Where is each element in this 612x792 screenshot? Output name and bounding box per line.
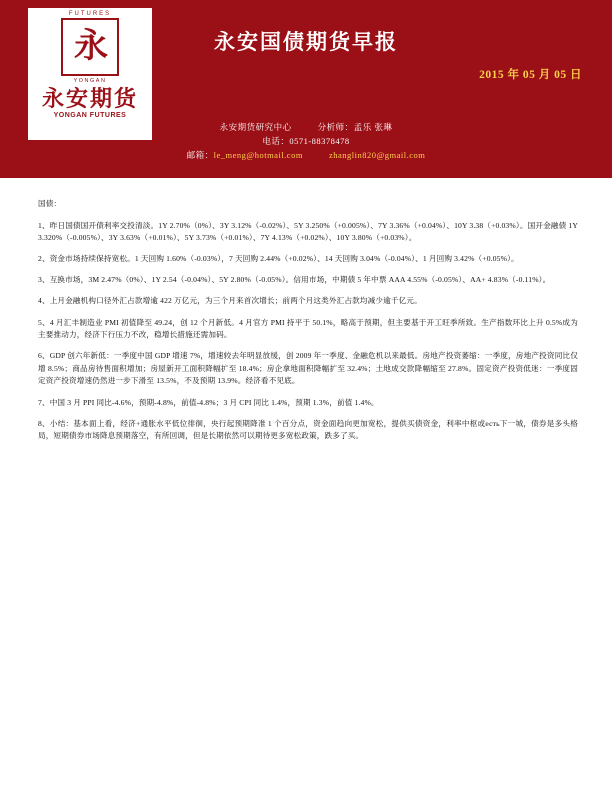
email-value-2[interactable]: zhanglin820@gmail.com: [328, 150, 426, 160]
page-title: 永安国债期货早报: [214, 30, 398, 54]
body-paragraph: 5、4 月汇丰制造业 PMI 初值降至 49.24，创 12 个月新低。4 月官方 PMI 持平于 50.1%，略高于预期，但主要基于开工旺季所致。生产指数环比上升 0.5%成为主要推动力，经济下行压力不改，稳增长措施还需加码。: [38, 317, 578, 340]
logo-futures-text: FUTURES: [68, 11, 112, 17]
logo-company-name-en: YONGAN FUTURES: [53, 112, 127, 119]
report-body: [38, 198, 578, 451]
body-paragraph: 1、昨日国债国开债利率交投清淡。1Y 2.70%（0%）、3Y 3.12%（-0.02%）、5Y 3.250%（+0.005%）、7Y 3.36%（+0.04%）、10Y 3.38（+0.03%）。国开金融债 1Y 3.320%（-0.005%）、3Y 3.63%（+0.01%）、5Y 3.73%（+0.01%）、7Y 4.13%（+0.02%）、10Y 3.80%（+0.03%）。: [38, 220, 578, 243]
logo-company-name-cn: 永安期货: [41, 86, 138, 111]
header-contact-row-email: [0, 148, 612, 162]
research-center-label: 永安期货研究中心: [219, 122, 292, 132]
header-contact-row-phone: [0, 134, 612, 148]
body-paragraph: 3、互换市场，3M 2.47%（0%）、1Y 2.54（-0.04%）、5Y 2.80%（-0.05%）。信用市场，中期债 5 年中票 AAA 4.55%（-0.05%）、AA+ 4.83%（-0.11%）。: [38, 275, 551, 285]
email-label: 邮箱：: [186, 150, 214, 160]
header-banner: [0, 0, 612, 178]
body-paragraph: 6、GDP 创六年新低：一季度中国 GDP 增速 7%，增速较去年明显放缓，创 2009 年一季度、金融危机以来最低。房地产投资萎缩：一季度，房地产投资同比仅增 8.5%；商品房待售面积增加；房屋新开工面积降幅扩至 18.4%；房企拿地面积降幅扩至 32.4%；土地成交款降幅缩至 27.8%。固定资产投资低迷：一季度固定资产投资增速仍然进一步下滑至 13.5%，不及预期 13.9%。经济看不见底。: [38, 351, 578, 386]
email-value-1[interactable]: le_meng@hotmail.com: [213, 150, 303, 160]
logo-seal-icon: 永: [61, 18, 119, 76]
logo-yongan-en-text: YONGAN: [73, 78, 107, 84]
analyst-names: 孟乐 张琳: [353, 122, 393, 132]
header-contact-row-analyst: [0, 120, 612, 134]
body-paragraph: 2、资金市场持续保持宽松。1 天回购 1.60%（-0.03%），7 天回购 2.44%（+0.02%）、14 天回购 3.04%（-0.04%）、1 月回购 3.42%（+0.05%）。: [38, 254, 519, 264]
analyst-label: 分析师：: [317, 122, 354, 132]
phone-value: 0571-88378478: [289, 136, 350, 146]
body-paragraph: 8、小结：基本面上看，经济+通胀水平低位徘徊，央行起预期降准 1 个百分点，资金面趋向更加宽松，提供买债资金，利率中枢或есть下一城，债券是多头格局，短期债券市场降息预期落空，有所回调，但是长期依然可以期待更多宽松政策，跌多了买。: [38, 418, 578, 441]
body-paragraph: 7、中国 3 月 PPI 同比-4.6%，预期-4.8%，前值-4.8%；3 月 CPI 同比 1.4%，预期 1.3%，前值 1.4%。: [38, 397, 379, 407]
section-title: 国债：: [38, 199, 62, 208]
phone-label: 电话：: [262, 136, 290, 146]
header-contact-block: [0, 120, 612, 162]
report-date: 2015 年 05 月 05 日: [479, 69, 582, 81]
body-paragraph: 4、上月金融机构口径外汇占款增逾 422 万亿元，为三个月来首次增长；前两个月这类外汇占款均减少逾千亿元。: [38, 296, 422, 306]
